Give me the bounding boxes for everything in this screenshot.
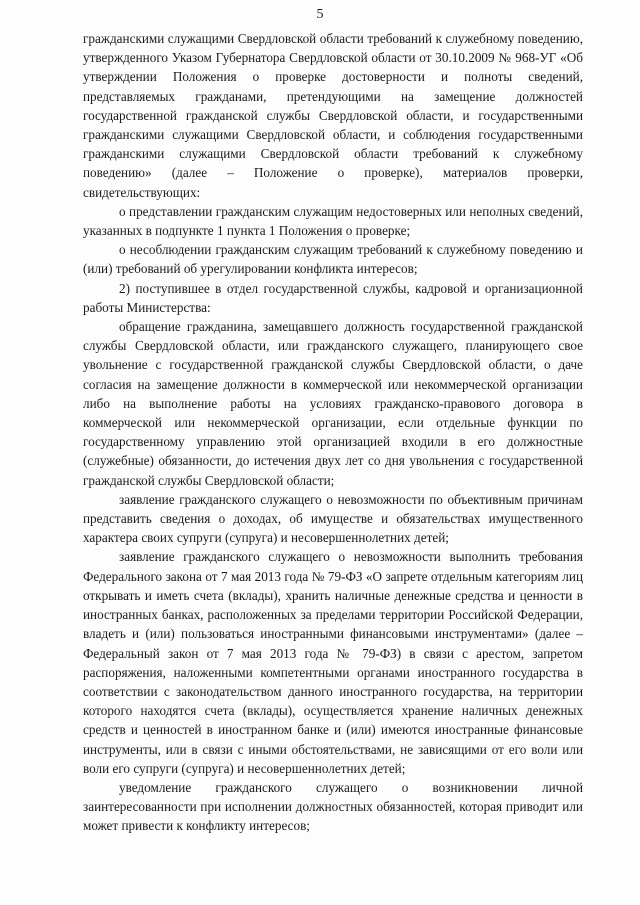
paragraph-continuation: гражданскими служащими Свердловской области требований к служебному поведению, утвержденного Указом Губернатора Свердловской области от 30.10.2009 № 968-УГ «Об утверждении Положения о проверке достоверности и полноты сведений, представляемых гражданами, претендующими на замещение должностей государственной гражданской службы Свердловской области, и государственными гражданскими служащими Свердловской области, и соблюдения государственными гражданскими служащими Свердловской области требований к служебному поведению» (далее – Положение о проверке), материалов проверки, свидетельствующих: xyxy=(83,31,583,200)
paragraph-foreign-accounts: заявление гражданского служащего о невозможности выполнить требования Федерального закона от 7 мая 2013 года № 79-ФЗ «О запрете отдельным категориям лиц открывать и иметь счета (вклады), хранить наличные денежные средства и ценности в иностранных банках, расположенных за пределами территории Российской Федерации, владеть и (или) пользоваться иностранными финансовыми инструментами» (далее – Федеральный закон от 7 мая 2013 года № 79-ФЗ) в связи с арестом, запретом распоряжения, наложенными компетентными органами иностранного государства в соответствии с законодательством данного иностранного государства, на территории которого находятся счета (вклады), осуществляется хранение наличных денежных средств и ценностей в иностранном банке и (или) имеются иностранные финансовые инструменты, или в связи с иными обстоятельствами, не зависящими от его воли или воли его супруги (супруга) и несовершеннолетних детей; xyxy=(83,549,583,776)
paragraph-unreliable-info: о представлении гражданским служащим недостоверных или неполных сведений, указанных в подпункте 1 пункта 1 Положения о проверке; xyxy=(83,203,583,239)
page-number: 5 xyxy=(316,7,324,22)
paragraph-non-compliance: о несоблюдении гражданским служащим требований к служебному поведению и (или) требований об урегулировании конфликта интересов; xyxy=(83,242,583,277)
paragraph-item-2: 2) поступившее в отдел государственной службы, кадровой и организационной работы Министерства: xyxy=(83,280,583,315)
paragraph-conflict-notice: уведомление гражданского служащего о возникновении личной заинтересованности при исполнении должностных обязанностей, которая приводит или может привести к конфликту интересов; xyxy=(83,779,583,834)
document-body xyxy=(83,29,583,836)
paragraph-income-statement: заявление гражданского служащего о невозможности по объективным причинам представить сведения о доходах, об имуществе и обязательствах имущественного характера своих супруги (супруга) и несовершеннолетних детей; xyxy=(83,491,583,546)
paragraph-citizen-appeal: обращение гражданина, замещавшего должность государственной гражданской службы Свердловской области, или гражданского служащего, планирующего свое увольнение с государственной гражданской службы Свердловской области, о даче согласия на замещение должности в коммерческой или некоммерческой организации либо на выполнение работы на условиях гражданско-правового договора в коммерческой или некоммерческой организации, если отдельные функции по государственному управлению этой организацией входили в его должностные (служебные) обязанности, до истечения двух лет со дня увольнения с государственной гражданской службы Свердловской области; xyxy=(83,319,583,488)
